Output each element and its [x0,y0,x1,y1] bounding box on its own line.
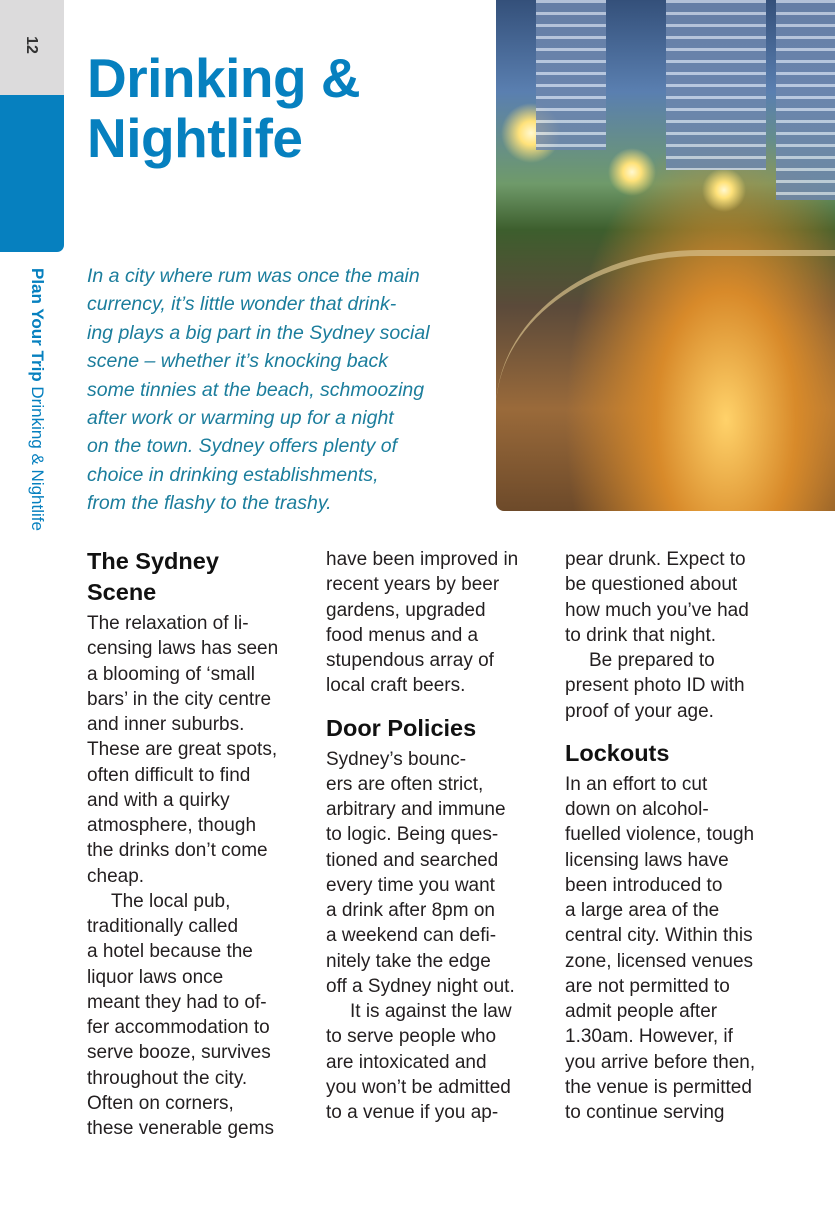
intro-line: scene – whether it’s knocking back [87,350,388,373]
text-line: down on alcohol- [565,799,709,820]
text-line: you won’t be admitted [326,1076,511,1098]
title-line: Nightlife [87,107,303,169]
photo-building [776,0,835,200]
page-number: 12 [22,36,40,54]
page-title [87,48,360,168]
text-line: the venue is permitted [565,1076,752,1098]
text-line: traditionally called [87,916,239,937]
text-line: to serve people who [326,1026,497,1048]
body-paragraph [87,889,312,1142]
section-label: Plan Your Trip [28,268,47,382]
running-header [27,268,47,531]
text-line: to continue serving [565,1102,725,1123]
photo-walkway [496,250,835,511]
intro-line: some tinnies at the beach, schmoozing [87,378,425,401]
text-line: often difficult to find [87,764,251,786]
text-line: central city. Within this [565,925,753,947]
text-line: censing laws has seen [87,638,279,660]
text-line: be questioned about [565,574,738,596]
text-line: a weekend can defi- [326,925,497,947]
heading-line: The Sydney [87,548,219,574]
text-line: pear drunk. Expect to [565,549,746,570]
title-line: Drinking & [87,47,361,109]
text-line: ers are often strict, [326,773,484,795]
nightlife-photo [496,0,835,511]
body-paragraph [326,547,551,699]
text-line: arbitrary and immune [326,799,506,820]
intro-line: on the town. Sydney offers plenty of [87,435,398,458]
text-line: a hotel because the [87,941,253,963]
text-column-1 [87,546,312,1141]
photo-building [666,0,766,170]
text-line: serve booze, survives [87,1042,271,1064]
text-line: to a venue if you ap- [326,1102,499,1123]
text-line: These are great spots, [87,739,278,761]
text-line: and with a quirky [87,789,230,811]
text-line: fuelled violence, tough [565,824,755,846]
section-heading [326,713,551,744]
section-color-tab [0,95,64,252]
text-line: present photo ID with [565,675,745,697]
text-line: Sydney’s bounc- [326,748,467,770]
text-line: a blooming of ‘small [87,663,255,685]
page-tab [0,0,64,95]
heading-line: Lockouts [565,739,670,766]
text-line: bars’ in the city centre [87,688,272,710]
intro-line: after work or warming up for a night [87,407,394,430]
text-line: nitely take the edge [326,950,491,972]
text-line: admit people after [565,1001,718,1022]
text-line: been introduced to [565,874,723,896]
body-paragraph [87,611,312,889]
body-paragraph [326,747,551,1000]
text-line: recent years by beer [326,574,500,596]
text-line: liquor laws once [87,966,224,988]
text-line: to drink that night. [565,624,717,646]
text-line: these venerable gems [87,1118,274,1139]
text-line: The relaxation of li- [87,613,249,634]
text-line: are not permitted to [565,975,730,997]
text-line: licensing laws have [565,849,729,871]
text-column-2 [326,547,551,1125]
text-line: gardens, upgraded [326,599,486,621]
text-line: the drinks don’t come [87,840,268,862]
intro-line: ing plays a big part in the Sydney social [87,321,430,344]
text-line: throughout the city. [87,1067,248,1089]
text-line: a drink after 8pm on [326,900,495,921]
text-line: Be prepared to [589,650,715,671]
intro-line: In a city where rum was once the main [87,265,420,287]
intro-line: choice in drinking establishments, [87,463,379,486]
text-line: The local pub, [111,890,231,912]
text-line: every time you want [326,874,495,896]
body-paragraph [565,648,790,724]
text-line: atmosphere, though [87,815,257,836]
text-line: a large area of the [565,900,720,921]
text-line: local craft beers. [326,675,466,697]
photo-building [536,0,606,150]
text-line: you arrive before then, [565,1051,756,1073]
text-column-3 [565,547,790,1125]
intro-line: currency, it’s little wonder that drink- [87,293,397,316]
text-line: tioned and searched [326,849,499,871]
text-line: fer accommodation to [87,1017,270,1038]
text-line: Often on corners, [87,1092,234,1114]
chapter-label: Drinking & Nightlife [28,386,47,531]
body-paragraph [326,999,551,1125]
text-line: 1.30am. However, if [565,1026,733,1048]
text-line: proof of your age. [565,700,714,722]
text-line: how much you’ve had [565,599,749,621]
body-paragraph [565,547,790,648]
body-paragraph [565,772,790,1126]
text-line: are intoxicated and [326,1051,487,1073]
heading-line: Door Policies [326,714,477,741]
text-line: food menus and a [326,624,479,646]
text-line: and inner suburbs. [87,714,245,735]
text-line: cheap. [87,865,145,887]
text-line: stupendous array of [326,650,494,671]
section-heading [87,546,312,608]
section-heading [565,738,790,769]
text-line: off a Sydney night out. [326,975,515,997]
intro-line: from the flashy to the trashy. [87,492,332,515]
text-line: meant they had to of- [87,991,267,1013]
text-line: In an effort to cut [565,773,708,795]
text-line: It is against the law [350,1001,512,1022]
intro-paragraph [87,262,487,518]
text-line: zone, licensed venues [565,950,754,972]
text-line: have been improved in [326,549,519,570]
text-line: to logic. Being ques- [326,824,499,846]
heading-line: Scene [87,579,157,605]
